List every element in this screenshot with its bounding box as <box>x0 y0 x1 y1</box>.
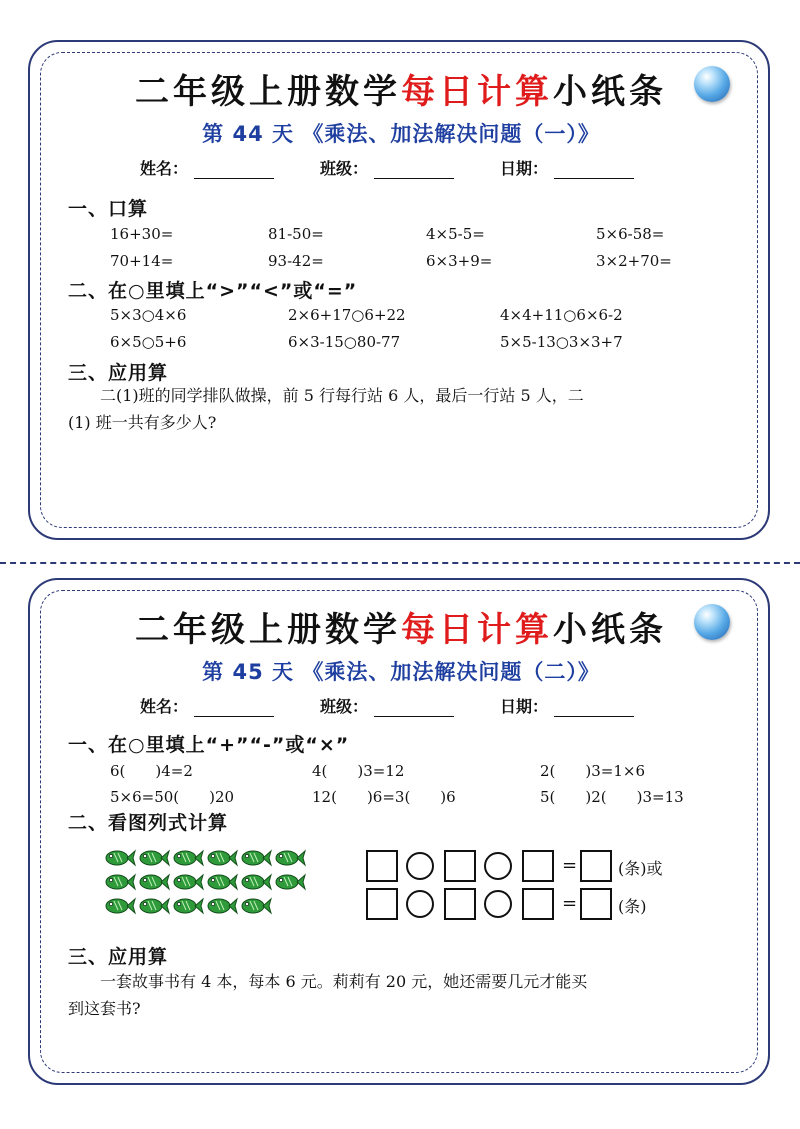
answer-box[interactable] <box>444 850 476 882</box>
fish-icon <box>240 848 272 868</box>
fill-item: 6( )4=2 <box>110 762 193 780</box>
worksheet-title <box>30 64 772 113</box>
fish-icon <box>206 872 238 892</box>
name-blank[interactable] <box>194 701 274 717</box>
fish-icon <box>138 896 170 916</box>
fish-icon <box>206 896 238 916</box>
fill-item: 4( )3=12 <box>312 762 405 780</box>
answer-box[interactable] <box>522 850 554 882</box>
name-label: 姓名： <box>140 159 189 178</box>
section-oral-calc: 一、口算 <box>68 198 149 220</box>
fish-icon <box>138 848 170 868</box>
oral-item: 93-42= <box>268 252 324 270</box>
answer-box[interactable] <box>444 888 476 920</box>
answer-box[interactable] <box>366 888 398 920</box>
problem-line: 一套故事书有 4 本，每本 6 元。莉莉有 20 元，她还需要几元才能买 <box>100 972 588 991</box>
oral-item: 16+30= <box>110 225 174 243</box>
operator-circle[interactable] <box>406 890 434 918</box>
name-label: 姓名： <box>140 697 189 716</box>
fish-icon <box>172 872 204 892</box>
name-field[interactable] <box>140 156 274 179</box>
class-blank[interactable] <box>374 701 454 717</box>
date-blank[interactable] <box>554 701 634 717</box>
blue-ball-icon <box>694 604 730 640</box>
operator-circle[interactable] <box>484 890 512 918</box>
name-field[interactable] <box>140 694 274 717</box>
oral-item: 4×5-5= <box>426 225 485 243</box>
class-field[interactable] <box>320 694 454 717</box>
fish-icon <box>206 848 238 868</box>
fish-icon <box>274 848 306 868</box>
operator-circle[interactable] <box>484 852 512 880</box>
fish-icon <box>138 872 170 892</box>
compare-item: 2×6+17○6+22 <box>288 306 406 324</box>
compare-item: 5×3○4×6 <box>110 306 187 324</box>
answer-box[interactable] <box>522 888 554 920</box>
title-suffix: 小纸条 <box>553 610 667 650</box>
class-label: 班级： <box>320 697 369 716</box>
date-field[interactable] <box>500 694 634 717</box>
equals-sign: = <box>562 893 578 914</box>
class-label: 班级： <box>320 159 369 178</box>
title-highlight: 每日计算 <box>401 610 553 650</box>
date-blank[interactable] <box>554 163 634 179</box>
fish-icon <box>104 848 136 868</box>
section-fill-operator: 一、在○里填上“+”“-”或“×” <box>68 734 350 756</box>
compare-item: 6×5○5+6 <box>110 333 187 351</box>
equals-sign: = <box>562 855 578 876</box>
section-word-problem: 三、应用算 <box>68 946 169 968</box>
date-label: 日期： <box>500 697 549 716</box>
oral-item: 3×2+70= <box>596 252 672 270</box>
problem-line: 二(1)班的同学排队做操，前 5 行每行站 6 人，最后一行站 5 人，二 <box>100 386 584 405</box>
fill-item: 5( )2( )3=13 <box>540 788 684 806</box>
day-subtitle: 第 45 天 《乘法、加法解决问题（二）》 <box>202 660 600 684</box>
fill-item: 12( )6=3( )6 <box>312 788 456 806</box>
title-highlight: 每日计算 <box>401 72 553 112</box>
cut-line <box>0 562 800 564</box>
section-picture-equation: 二、看图列式计算 <box>68 812 229 834</box>
compare-item: 6×3-15○80-77 <box>288 333 401 351</box>
fill-item: 5×6=50( )20 <box>110 788 235 806</box>
worksheet-card-day-44 <box>28 40 770 540</box>
compare-item: 4×4+11○6×6-2 <box>500 306 623 324</box>
title-prefix: 二年级上册数学 <box>135 72 401 112</box>
worksheet-title <box>30 602 772 651</box>
fish-icon <box>240 896 272 916</box>
class-field[interactable] <box>320 156 454 179</box>
section-compare: 二、在○里填上“>”“<”或“=” <box>68 280 358 302</box>
blue-ball-icon <box>694 66 730 102</box>
name-blank[interactable] <box>194 163 274 179</box>
oral-item: 70+14= <box>110 252 174 270</box>
oral-item: 81-50= <box>268 225 324 243</box>
fish-icon <box>104 896 136 916</box>
unit-label: (条)或 <box>618 859 663 878</box>
problem-line: 到这套书? <box>68 999 141 1018</box>
problem-line: (1) 班一共有多少人? <box>68 413 217 432</box>
word-problem <box>68 382 738 436</box>
fish-icon <box>240 872 272 892</box>
answer-box[interactable] <box>366 850 398 882</box>
section-word-problem: 三、应用算 <box>68 362 169 384</box>
compare-item: 5×5-13○3×3+7 <box>500 333 623 351</box>
oral-item: 6×3+9= <box>426 252 493 270</box>
fish-icon <box>172 896 204 916</box>
word-problem <box>68 968 738 1022</box>
fill-item: 2( )3=1×6 <box>540 762 646 780</box>
title-prefix: 二年级上册数学 <box>135 610 401 650</box>
fish-icon <box>274 872 306 892</box>
answer-box[interactable] <box>580 888 612 920</box>
date-label: 日期： <box>500 159 549 178</box>
fish-icon <box>172 848 204 868</box>
class-blank[interactable] <box>374 163 454 179</box>
oral-item: 5×6-58= <box>596 225 665 243</box>
answer-box[interactable] <box>580 850 612 882</box>
operator-circle[interactable] <box>406 852 434 880</box>
unit-label: (条) <box>618 897 647 916</box>
date-field[interactable] <box>500 156 634 179</box>
title-suffix: 小纸条 <box>553 72 667 112</box>
day-subtitle: 第 44 天 《乘法、加法解决问题（一）》 <box>202 122 600 146</box>
worksheet-card-day-45 <box>28 578 770 1085</box>
fish-icon <box>104 872 136 892</box>
